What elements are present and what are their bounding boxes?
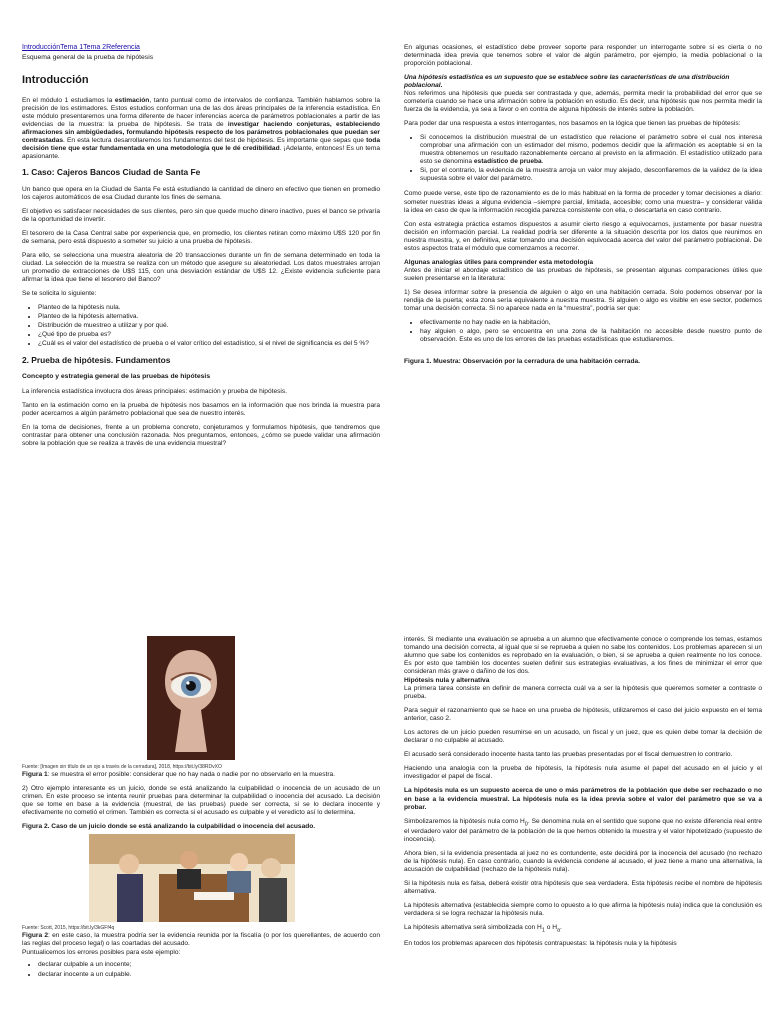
analogy-list <box>404 319 762 344</box>
case-task-list <box>22 304 380 348</box>
section2-paragraph-3: En la toma de decisiones, frente a un problema concreto, conjeturamos y formulamos hipótesis, que tendremos que contrastar para obtener una conclusión razonada. Nos preguntamos, entonces, ¿cómo se puede validar una afirmación sobre la población que se realiza a través de una evidencia muestral? <box>22 423 380 447</box>
figure-1-note: Figura 1: se muestra el error posible: considerar que no hay nada o nadie por no observarlo en la muestra. <box>22 771 336 779</box>
document-page-1 <box>0 0 768 500</box>
list-item: • ¿Cuál es el valor del estadístico de prueba o el valor crítico del estadístico, si el nivel de significancia es del 5 %? <box>38 340 380 348</box>
page-separator <box>0 500 768 512</box>
list-item: • Planteo de la hipótesis nula. <box>38 304 380 312</box>
figure-1-caption: Figura 1. Muestra: Observación por la cerradura de una habitación cerrada. <box>404 357 640 365</box>
list-item: • Distribución de muestreo a utilizar y por qué. <box>38 322 380 330</box>
list-item: • efectivamente no hay nadie en la habitación, <box>420 319 762 327</box>
figure-2-heading: Figura 2. Caso de un juicio donde se está analizando la culpabilidad o inocencia del acusado. <box>22 823 316 831</box>
document-page-2 <box>0 512 768 1024</box>
evaluation-paragraph: interés. Si mediante una evaluación se aprueba a un alumno que efectivamente conoce o comprende los temas, estamos tomando una decisión correcta, al igual que si se reprueba a quien no sabe los contenidos. Los problemas aparecen si un alumno que sabe los contenidos es reprobado en la evaluación, o bien, si se aprueba a quien realmente no los conoce. Es por esto que también los docentes suelen definir sus estrategias evaluativas, a los fines de minimizar el error que consideran más grave o dañino de los dos. <box>404 636 762 676</box>
right2-paragraph-9: Ahora bien, si la evidencia presentada al juez no es contundente, este decidirá por la inocencia del acusado (no rechazo de la hipótesis nula). En caso contrario, cuando la evidencia condene al acusado, el juez tiene a mano una alternativa, la acusación de culpabilidad (rechazo de la hipótesis nula). <box>404 849 762 873</box>
null-alt-heading: Hipótesis nula y alternativa <box>404 677 490 685</box>
list-item: • Si conocemos la distribución muestral de un estadístico que relacione el parámetro sobre el cual nos interesa comprobar una afirmación con un estimador del mismo, podemos decidir que la afirmación es aceptable si en la muestra obtenemos un resultado razonablemente cercano al previsto en la afirmación. El estadístico utilizado para esto se denomina estadístico de prueba. <box>420 134 762 166</box>
right2-paragraph-8: Simbolizaremos la hipótesis nula como $H_0$. Se denomina nula en el sentido que supone que no existe diferencia real entre el verdadero valor del parámetro de la población de la que hemos obtenido la muestra y el valor hipotetizado (supuesto de inocencia). <box>404 817 762 843</box>
breadcrumb-nav <box>22 44 380 53</box>
right2-paragraph-12: La hipótesis alternativa será simbolizada con $H_1$ o $H_a$. <box>404 923 562 934</box>
figure-2-note: Figura 2: en este caso, la muestra podría ser la evidencia reunida por la fiscalía (o por los querellantes, de acuerdo con las reglas del proceso legal) o las coartadas del acusado. <box>22 932 380 948</box>
figure-2-source: Fuente: Scott, 2015, https://bit.ly/3kGFf4q <box>22 925 115 932</box>
intro-paragraph: En el módulo 1 estudiamos la estimación, tanto puntual como de intervalos de confianza. También hablamos sobre la precisión de los estimadores. Estos estudios conforman una de las dos áreas principales de la inferencia estadística. En este módulo presentaremos una forma diferente de hacer inferencias acerca de parámetros poblacionales a partir de las evidencias de la muestra: la prueba de hipótesis. Se trata de investigar haciendo conjeturas, estableciendo afirmaciones sin ambigüedades, formulando hipótesis respecto de los parámetros poblacionales que puedan ser contrastadas. En esta lectura desarrollaremos los fundamentos del test de hipótesis. Es importante que sepas que toda decisión tiene que estar fundamentada en una metodología que le dé credibilidad. ¡Adelante, entonces! Es un tema apasionante. <box>22 97 380 161</box>
courtroom-sketch-image <box>89 834 295 922</box>
case-paragraph-2: El objetivo es satisfacer necesidades de sus clientes, pero sin que quede mucho dinero inactivo, pues el banco se privaría de la oportunidad de invertir. <box>22 207 380 223</box>
right2-paragraph-11: La hipótesis alternativa (establecida siempre como lo opuesto a lo que afirma la hipótesis nula) indica que la conclusión es verdadera si se logra rechazar la hipótesis nula. <box>404 901 762 917</box>
trial-example-paragraph: 2) Otro ejemplo interesante es un juicio, donde se está analizando la culpabilidad o inocencia de un acusado de un crimen. En este proceso se intenta reunir pruebas para determinar la culpabilidad o inocencia del acusado. La decisión que se tome en base a la evidencia (muestral, de las pruebas) puede ser correcta, si se lo declara inocente y efectivamente no cometió el crimen. También es correcta si el acusado es culpable y el veredicto así lo determina. <box>22 785 380 817</box>
right2-paragraph-2: La primera tarea consiste en definir de manera correcta cuál va a ser la hipótesis que queremos someter a contraste o prueba. <box>404 685 762 701</box>
page-subtitle: Esquema general de la prueba de hipótesis <box>22 53 154 61</box>
list-item: • ¿Qué tipo de prueba es? <box>38 331 380 339</box>
right2-paragraph-3: Para seguir el razonamiento que se hace en una prueba de hipótesis, utilizaremos el caso del juicio expuesto en el tema anterior, caso 2. <box>404 707 762 723</box>
right2-paragraph-5: El acusado será considerado inocente hasta tanto las pruebas presentadas por el fiscal demuestren lo contrario. <box>404 751 733 759</box>
page1-right-column <box>404 44 762 366</box>
page1-left-column <box>22 44 380 454</box>
case-paragraph-4: Para ello, se selecciona una muestra aleatoria de 20 transacciones durante un fin de semana determinado en toda la ciudad. La selección de la muestra se realiza con un método que asegure su aleatoriedad. Los datos muestrales arrojan un promedio de extracciones de U$S 115, con una desviación estándar de U$S 12. ¿Existe evidencia suficiente para afirmar la idea que tiene el tesorero del Banco? <box>22 251 380 283</box>
case-paragraph-3: El tesorero de la Casa Central sabe por experiencia que, en promedio, los clientes retiran como máximo U$S 120 por fin de semana, pero está dispuesto a someter su juicio a una prueba de hipótesis. <box>22 229 380 245</box>
analogies-heading: Algunas analogías útiles para comprender esta metodología <box>404 258 594 266</box>
section2-paragraph-1: La inferencia estadística involucra dos áreas principales: estimación y prueba de hipótesis. <box>22 387 287 395</box>
list-item: • Si, por el contrario, la evidencia de la muestra arroja un valor muy alejado, desconfiaremos de la validez de la idea supuesta sobre el valor del parámetro. <box>420 167 762 183</box>
right-paragraph-7: 1) Se desea informar sobre la presencia de alguien o algo en una habitación cerrada. Solo podemos observar por la rendija de la puerta; esta zona sería equivalente a nuestra muestra. Si alguien o algo es visible en ese sector, podemos tomar una decisión correcta. Si no aparece nada en la “muestra”, podría ser que: <box>404 288 762 312</box>
list-item: • declarar culpable a un inocente; <box>38 961 380 969</box>
nav-link-introduccion[interactable]: Introducción <box>22 44 61 51</box>
page2-right-column <box>404 636 762 954</box>
right2-paragraph-4: Los actores de un juicio pueden resumirse en un acusado, un fiscal y un juez, que es quien debe tomar la decisión de declarar o no culpable al acusado. <box>404 729 762 745</box>
list-item: • Planteo de la hipótesis alternativa. <box>38 313 380 321</box>
keyhole-eye-image <box>147 636 235 760</box>
hypothesis-definition: Una hipótesis estadística es un supuesto que se establece sobre las características de una distribución poblacional. <box>404 74 730 90</box>
section2-heading: 2. Prueba de hipótesis. Fundamentos <box>22 355 171 366</box>
case-paragraph-5: Se te solicita lo siguiente: <box>22 290 97 298</box>
nav-link-tema1[interactable]: Tema 1 <box>60 44 84 51</box>
right2-paragraph-6: Haciendo una analogía con la prueba de hipótesis, la hipótesis nula asume el papel del acusado en el juicio y el investigador el papel de fiscal. <box>404 765 762 781</box>
nav-link-referencia[interactable]: Referencia <box>106 44 140 51</box>
right-paragraph-4: Como puede verse, este tipo de razonamiento es de lo más habitual en la forma de proceder y tomar decisiones a diario: someter nuestras ideas a alguna evidencia –siempre parcial, limitada, accesible; como una muestra– y considerar válida la idea en caso de que la información recogida parezca consistente con ella, o descartarla en caso contrario. <box>404 190 762 214</box>
page2-left-column <box>22 636 380 986</box>
list-item: • declarar inocente a un culpable. <box>38 971 380 979</box>
right-paragraph-5: Con esta estrategia práctica estamos dispuestos a asumir cierto riesgo a equivocarnos, justamente por basar nuestra decisión en información parcial. La realidad podría ser diferente a la situación descrita por los datos que reunimos en nuestra muestra, y, en definitiva, estar tomando una decisión equivocada acerca del valor del parámetro poblacional. De estos aspectos trata el módulo que comenzamos a recorrer. <box>404 220 762 252</box>
page-title: Introducción <box>22 73 89 86</box>
section2-subheading: Concepto y estrategia general de las pruebas de hipótesis <box>22 373 211 381</box>
list-item: • hay alguien o algo, pero se encuentra en una zona de la habitación no accesible desde nuestro punto de observación. Este es uno de los errores de las pruebas estadísticas que estudiaremos. <box>420 328 762 344</box>
errors-intro: Puntualicemos los errores posibles para este ejemplo: <box>22 949 181 957</box>
case-paragraph-1: Un banco que opera en la Ciudad de Santa Fe está estudiando la cantidad de dinero en efectivo que tienen en promedio los cajeros automáticos de esa Ciudad durante los fines de semana. <box>22 185 380 201</box>
case-heading: 1. Caso: Cajeros Bancos Ciudad de Santa Fe <box>22 167 201 178</box>
figure-1-source: Fuente: [Imagen sin título de un ojo a través de la cerradura], 2018, https://bit.ly/38RDvXO <box>22 764 222 770</box>
nav-link-tema2[interactable]: Tema 2 <box>83 44 107 51</box>
logic-list <box>404 134 762 183</box>
right-paragraph-1: En algunas ocasiones, el estadístico debe proveer soporte para responder un interrogante sobre si es cierta o no determinada idea previa que tenemos sobre el valor de algún parámetro, por ejemplo, la media poblacional o la proporción poblacional. <box>404 44 762 68</box>
right2-paragraph-10: Si la hipótesis nula es falsa, deberá existir otra hipótesis que sea verdadera. Esta hipótesis recibe el nombre de hipótesis alternativa. <box>404 879 762 895</box>
right-paragraph-3: Para poder dar una respuesta a estos interrogantes, nos basamos en la lógica que tienen las pruebas de hipótesis: <box>404 120 741 128</box>
errors-list <box>22 961 380 978</box>
section2-paragraph-2: Tanto en la estimación como en la prueba de hipótesis nos basamos en la información que nos brinda la muestra para poder acercarnos a algún parámetro poblacional que sea de nuestro interés. <box>22 401 380 417</box>
right-paragraph-6: Antes de iniciar el abordaje estadístico de las pruebas de hipótesis, se presentan algunas comparaciones útiles que suelen presentarse en la literatura: <box>404 266 762 282</box>
right2-paragraph-13: En todos los problemas aparecen dos hipótesis contrapuestas: la hipótesis nula y la hipótesis <box>404 939 677 947</box>
right-paragraph-2: Nos referimos una hipótesis que pueda ser contrastada y que, además, permita medir la probabilidad del error que se cometería cuando se hace una afirmación sobre la población en estudio. Es decir, una hipótesis que nos permita medir la fuerza de la evidencia, ya sea a favor o en contra de alguna hipótesis de interés sobre la población. <box>404 90 762 114</box>
null-hypothesis-definition: La hipótesis nula es un supuesto acerca de uno o más parámetros de la población que debe ser rechazado o no en base a la evidencia muestral. La hipótesis nula es la idea previa sobre el valor del parámetro que se va a probar. <box>404 787 762 811</box>
